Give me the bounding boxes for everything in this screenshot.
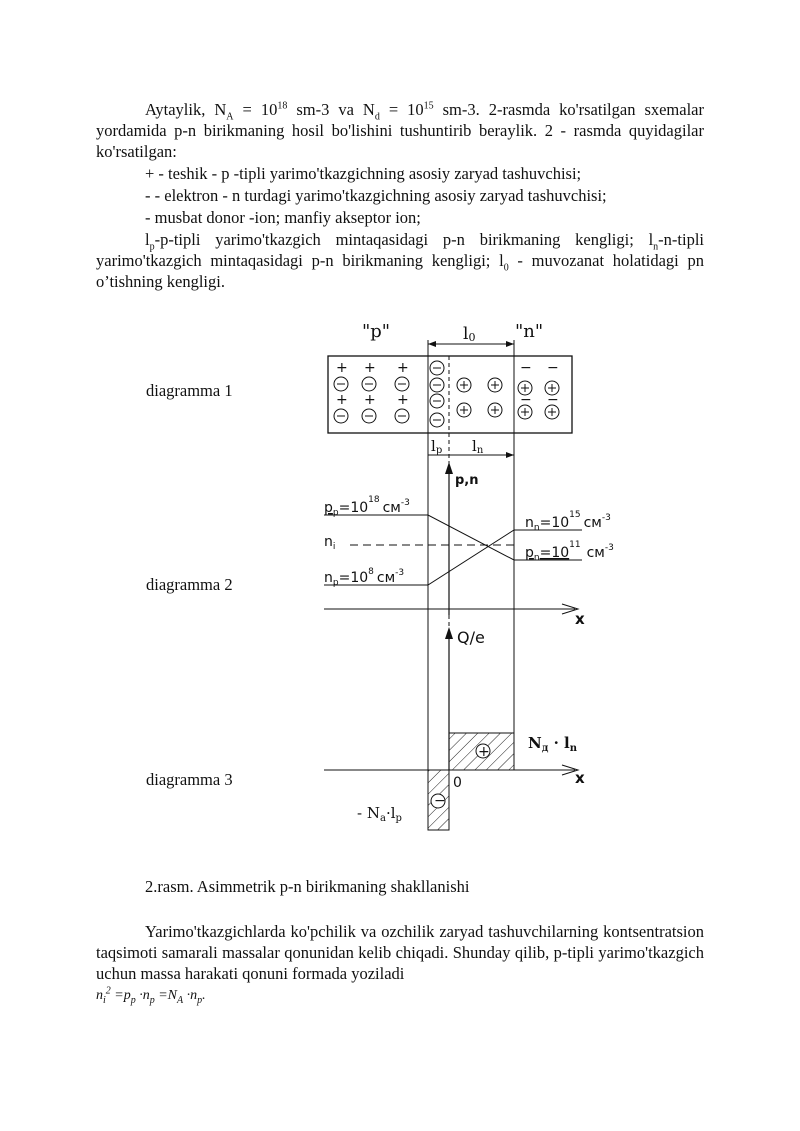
diagram-3-label: diagramma 3 (146, 770, 233, 789)
hole-symbol: + (364, 360, 376, 376)
widths-paragraph: $l_p-p$-tipli yarimo'tkazgich mintaqasidagi p-n birikmaning kengligi; $l_n-n$-tipli yarimo'tkazgich mintaqasidagi p-n birikmaning kengligi; $l_0$ - muvozanat holatidagi pn o’tishning kengligi. (96, 230, 704, 291)
intro-paragraph: Aytaylik, $N_A = 10^{18}$ sm-3 va $N_d = 10^{15}$ sm-3. 2-rasmda ko'rsatilgan sxemalar yordamida p-n birikmaning hosil bo'lishini tushuntirib beraylik. 2 - rasmda quyidagilar ko'rsatilgan: (96, 100, 704, 161)
electron-symbol: − (520, 360, 532, 376)
ln-label: ln (472, 437, 484, 456)
pn-label: $p_n=10^{11}$ $см^{-3}$ (525, 540, 614, 563)
legend-line-electrons: - - elektron - n turdagi yarimo'tkazgichning asosiy zaryad tashuvchisi; (145, 186, 607, 205)
lp-label: lp (431, 437, 443, 456)
closing-paragraph: Yarimo'tkazgichlarda ko'pchilik va ozchilik zaryad tashuvchilarning kontsentratsion taqsimoti samarali massalar qonunidan kelib chiqadi. Shunday qilib, p-tipli yarimo'tkazgich uchun massa harakati qonuni formada yoziladi (96, 922, 704, 983)
p-region-label: "p" (362, 321, 391, 342)
diagram-1-label: diagramma 1 (146, 381, 233, 400)
hole-symbol: + (336, 392, 348, 408)
l0-label: l0 (463, 324, 476, 344)
diagram-2-label: diagramma 2 (146, 575, 233, 594)
origin-label: 0 (453, 775, 462, 791)
electron-symbol: − (520, 392, 532, 408)
x-axis-label-2: x (575, 610, 585, 628)
x-axis-label-3: x (575, 769, 585, 787)
nn-label: $n_n=10^{15}$ $см^{-3}$ (525, 510, 611, 533)
legend-line-ions: - musbat donor -ion; manfiy akseptor ion; (145, 208, 421, 227)
figure-caption: 2.rasm. Asimmetrik p-n birikmaning shakllanishi (145, 877, 470, 896)
np-label: $n_p=10^8$ $см^{-3}$ (324, 567, 405, 588)
svg-text:+: + (478, 744, 490, 760)
ni-label: $n_i$ (324, 534, 336, 552)
svg-text:−: − (434, 793, 446, 809)
mass-action-formula: $n_i^2 =p_p \cdot n_p =N_A \cdot n_p$. (96, 985, 206, 1006)
hole-symbol: + (397, 360, 409, 376)
electron-symbol: − (547, 392, 559, 408)
pp-label: $p_p=10^{18}$ $см^{-3}$ (324, 495, 410, 518)
pn-axis-label: p,n (455, 473, 479, 488)
hole-symbol: + (397, 392, 409, 408)
q-axis-label: Q/e (457, 628, 485, 647)
n-region-label: "n" (515, 321, 544, 342)
nd-ln-label: $N_д \cdot l_n$ (528, 734, 578, 754)
crystal-charges (334, 360, 559, 427)
legend-line-holes: + - teshik - p -tipli yarimo'tkazgichning asosiy zaryad tashuvchisi; (145, 164, 582, 183)
na-lp-label: - $N_a\cdot l_p$ (357, 804, 402, 824)
pn-junction-figure (300, 315, 620, 835)
hole-symbol: + (336, 360, 348, 376)
hole-symbol: + (364, 392, 376, 408)
electron-symbol: − (547, 360, 559, 376)
